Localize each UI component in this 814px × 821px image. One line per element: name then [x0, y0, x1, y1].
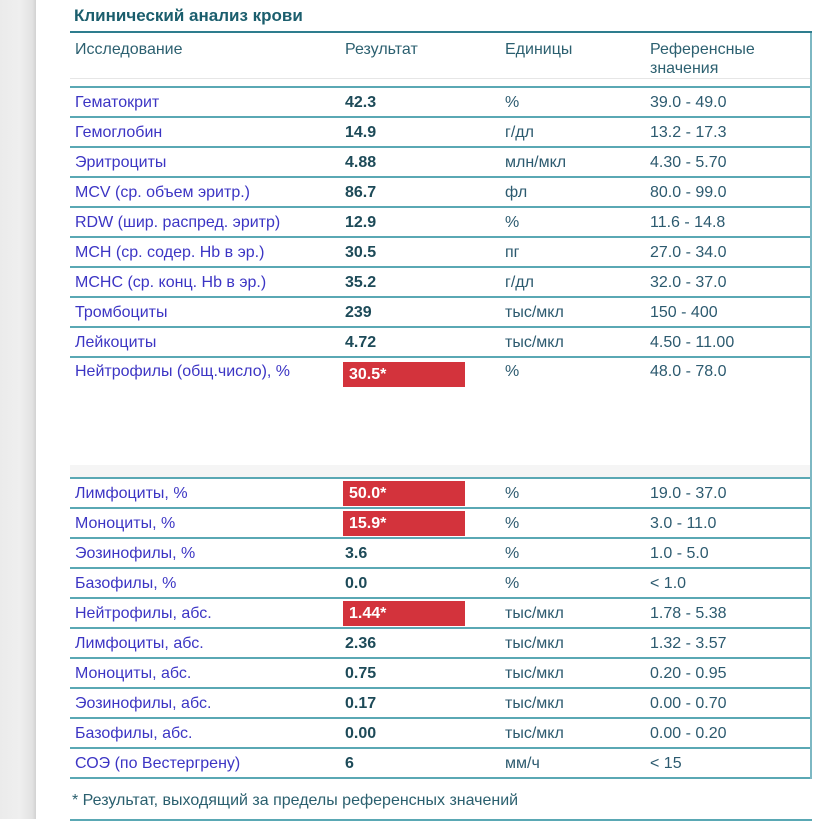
result-value: 239 — [345, 303, 372, 321]
column-header-test: Исследование — [75, 41, 183, 58]
test-name-cell: СОЭ (по Вестергрену) — [75, 754, 241, 772]
result-cell — [340, 694, 500, 713]
result-value: 0.17 — [345, 694, 377, 712]
test-name-cell: Эозинофилы, абс. — [75, 694, 212, 712]
reference-cell: 1.0 - 5.0 — [650, 544, 709, 562]
reference-cell: < 15 — [650, 754, 682, 772]
test-name-cell: MCHC (ср. конц. Hb в эр.) — [75, 273, 267, 291]
reference-cell: 4.50 - 11.00 — [650, 333, 735, 351]
result-value: 3.6 — [345, 544, 368, 562]
units-cell: тыс/мкл — [505, 303, 564, 321]
table-row — [70, 567, 810, 597]
reference-cell: 80.0 - 99.0 — [650, 183, 727, 201]
reference-cell: 150 - 400 — [650, 303, 718, 321]
units-cell: % — [505, 363, 520, 380]
reference-cell: 1.78 - 5.38 — [650, 604, 727, 622]
column-header-units: Единицы — [505, 41, 573, 58]
table-row — [70, 326, 810, 356]
result-cell — [340, 333, 500, 352]
units-cell: мм/ч — [505, 754, 540, 772]
reference-cell: 13.2 - 17.3 — [650, 123, 727, 141]
result-value: 4.72 — [345, 333, 377, 351]
units-cell: фл — [505, 183, 528, 201]
table-row — [70, 356, 810, 477]
table-row — [70, 477, 810, 507]
units-cell: г/дл — [505, 273, 534, 291]
reference-cell: 39.0 - 49.0 — [650, 93, 727, 111]
table-row — [70, 236, 810, 266]
result-value: 35.2 — [345, 273, 377, 291]
result-cell — [340, 481, 500, 506]
units-cell: % — [505, 213, 520, 231]
table-row — [70, 86, 810, 116]
header-spacer — [70, 79, 810, 86]
result-value: 86.7 — [345, 183, 377, 201]
table-row — [70, 296, 810, 326]
units-cell: тыс/мкл — [505, 724, 564, 742]
result-value: 15.9* — [343, 511, 465, 536]
table-row — [70, 687, 810, 717]
result-cell — [340, 273, 500, 292]
test-name-cell: Эритроциты — [75, 153, 167, 171]
table-row — [70, 146, 810, 176]
test-name-cell: RDW (шир. распред. эритр) — [75, 213, 281, 231]
units-cell: тыс/мкл — [505, 333, 564, 351]
table-body — [70, 86, 810, 779]
reference-cell: 0.00 - 0.20 — [650, 724, 727, 742]
test-name-cell: MCV (ср. объем эритр.) — [75, 183, 250, 201]
table-row — [70, 176, 810, 206]
result-value: 6 — [345, 754, 354, 772]
test-name-cell: Лимфоциты, абс. — [75, 634, 204, 652]
reference-cell: 27.0 - 34.0 — [650, 243, 727, 261]
result-cell — [340, 754, 500, 773]
result-value: 2.36 — [345, 634, 377, 652]
reference-cell: 48.0 - 78.0 — [650, 363, 727, 380]
reference-cell: < 1.0 — [650, 574, 687, 592]
table-row — [70, 627, 810, 657]
test-name-cell: Моноциты, абс. — [75, 664, 192, 682]
result-value: 30.5* — [343, 362, 465, 387]
result-cell — [340, 664, 500, 683]
reference-cell: 11.6 - 14.8 — [650, 213, 726, 231]
units-cell: тыс/мкл — [505, 694, 564, 712]
result-value: 0.00 — [345, 724, 377, 742]
table-row — [70, 116, 810, 146]
result-value: 4.88 — [345, 153, 377, 171]
result-cell — [340, 153, 500, 172]
test-name-cell: Гематокрит — [75, 93, 160, 111]
reference-cell: 32.0 - 37.0 — [650, 273, 727, 291]
test-name-cell: MCH (ср. содер. Hb в эр.) — [75, 243, 265, 261]
reference-cell: 4.30 - 5.70 — [650, 153, 727, 171]
page-title: Клинический анализ крови — [70, 4, 812, 33]
reference-cell: 0.00 - 0.70 — [650, 694, 727, 712]
result-value: 0.0 — [345, 574, 368, 592]
units-cell: тыс/мкл — [505, 664, 564, 682]
test-name-cell: Моноциты, % — [75, 514, 176, 532]
table-row — [70, 657, 810, 687]
table-row — [70, 206, 810, 236]
result-cell — [340, 358, 500, 387]
test-name-cell: Базофилы, абс. — [75, 724, 193, 742]
result-value: 42.3 — [345, 93, 377, 111]
units-cell: % — [505, 544, 520, 562]
lab-report — [70, 4, 812, 821]
result-cell — [340, 574, 500, 593]
table-row — [70, 507, 810, 537]
column-header-reference: Референсные значения — [650, 41, 755, 77]
result-cell — [340, 123, 500, 142]
test-name-cell: Нейтрофилы (общ.число), % — [75, 363, 291, 380]
units-cell: пг — [505, 243, 520, 261]
result-cell — [340, 303, 500, 322]
test-name-cell: Гемоглобин — [75, 123, 163, 141]
reference-cell: 3.0 - 11.0 — [650, 514, 717, 532]
footnote: * Результат, выходящий за пределы референсных значений — [72, 792, 519, 809]
table-row — [70, 266, 810, 296]
page-edge-strip — [0, 0, 36, 819]
result-cell — [340, 724, 500, 743]
result-value: 0.75 — [345, 664, 377, 682]
result-value: 1.44* — [343, 601, 465, 626]
units-cell: тыс/мкл — [505, 604, 564, 622]
units-cell: тыс/мкл — [505, 634, 564, 652]
results-table — [70, 33, 812, 779]
result-value: 50.0* — [343, 481, 465, 506]
test-name-cell: Лейкоциты — [75, 333, 157, 351]
test-name-cell: Нейтрофилы, абс. — [75, 604, 212, 622]
result-cell — [340, 601, 500, 626]
result-value: 14.9 — [345, 123, 377, 141]
units-cell: % — [505, 484, 520, 502]
result-cell — [340, 243, 500, 262]
test-name-cell: Тромбоциты — [75, 303, 168, 321]
units-cell: г/дл — [505, 123, 534, 141]
table-header-row — [70, 33, 810, 79]
reference-cell: 19.0 - 37.0 — [650, 484, 727, 502]
table-row — [70, 537, 810, 567]
result-cell — [340, 634, 500, 653]
reference-cell: 0.20 - 0.95 — [650, 664, 727, 682]
result-value: 12.9 — [345, 213, 377, 231]
units-cell: % — [505, 514, 520, 532]
result-cell — [340, 213, 500, 232]
test-name-cell: Базофилы, % — [75, 574, 177, 592]
table-row — [70, 597, 810, 627]
result-cell — [340, 544, 500, 563]
result-cell — [340, 93, 500, 112]
column-header-result: Результат — [345, 41, 418, 58]
table-row — [70, 747, 810, 779]
units-cell: % — [505, 93, 520, 111]
units-cell: % — [505, 574, 520, 592]
table-row — [70, 717, 810, 747]
result-cell — [340, 183, 500, 202]
test-name-cell: Эозинофилы, % — [75, 544, 196, 562]
test-name-cell: Лимфоциты, % — [75, 484, 188, 502]
reference-cell: 1.32 - 3.57 — [650, 634, 727, 652]
result-value: 30.5 — [345, 243, 377, 261]
gap-shading — [70, 465, 810, 477]
units-cell: млн/мкл — [505, 153, 567, 171]
result-cell — [340, 511, 500, 536]
